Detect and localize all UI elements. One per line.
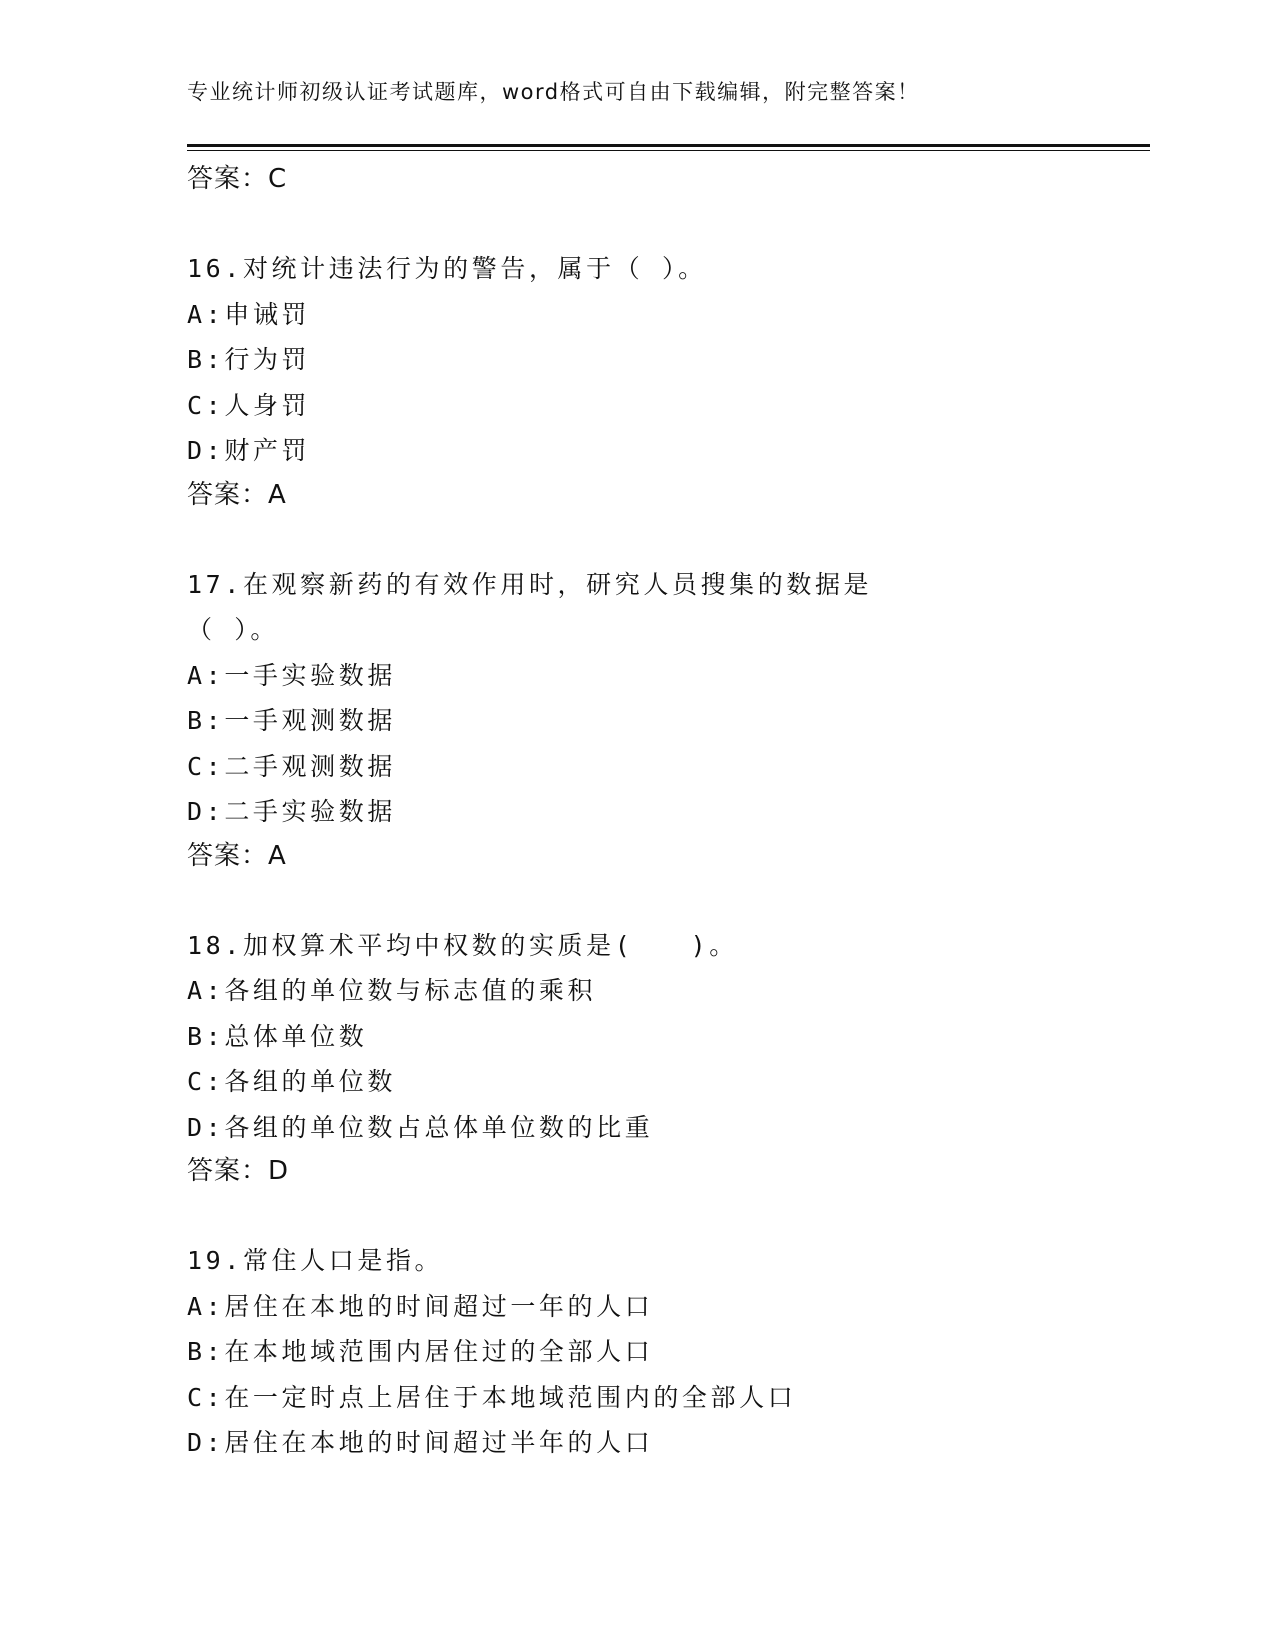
option-c <box>187 383 1117 429</box>
option-text: 各组的单位数占总体单位数的比重 <box>224 1112 654 1142</box>
option-letter: B: <box>187 345 225 374</box>
option-letter: C: <box>187 751 225 781</box>
option-letter: D: <box>187 436 225 465</box>
option-text: 各组的单位数与标志值的乘积 <box>224 976 597 1005</box>
option-d <box>187 1105 1117 1151</box>
option-letter: B: <box>187 1021 225 1051</box>
question-title: 19.常住人口是指。 <box>187 1246 444 1275</box>
option-text: 二手实验数据 <box>224 797 396 826</box>
option-text: 总体单位数 <box>224 1021 368 1051</box>
option-text: 各组的单位数 <box>224 1067 396 1096</box>
question-title: 16.对统计违法行为的警告，属于（ ）。 <box>187 254 707 283</box>
option-c <box>187 1059 1117 1105</box>
option-letter: C: <box>187 1067 225 1096</box>
question-17 <box>187 562 1117 877</box>
option-text: 人身罚 <box>224 390 311 420</box>
option-a <box>187 968 1117 1014</box>
answer-line: 答案：A <box>187 840 287 871</box>
question-title: 17.在观察新药的有效作用时，研究人员搜集的数据是（ ）。 <box>187 569 873 644</box>
option-text: 一手观测数据 <box>224 706 396 735</box>
document-body <box>187 158 1117 1466</box>
header-rule-thin <box>187 150 1150 151</box>
option-b <box>187 1329 1117 1375</box>
question-18 <box>187 923 1117 1193</box>
option-letter: C: <box>187 390 225 420</box>
option-d <box>187 428 1117 474</box>
question-title: 18.加权算术平均中权数的实质是( )。 <box>187 930 738 960</box>
option-text: 居住在本地的时间超过半年的人口 <box>224 1428 654 1457</box>
option-a <box>187 1284 1117 1330</box>
option-b <box>187 1014 1117 1060</box>
option-d <box>187 789 1117 835</box>
option-text: 在本地域范围内居住过的全部人口 <box>224 1337 654 1366</box>
option-b <box>187 698 1117 744</box>
option-text: 申诫罚 <box>224 299 311 329</box>
option-text: 财产罚 <box>224 436 311 465</box>
option-c <box>187 1375 1117 1421</box>
option-text: 二手观测数据 <box>224 751 396 781</box>
option-text: 在一定时点上居住于本地域范围内的全部人口 <box>224 1382 797 1412</box>
option-a <box>187 653 1117 699</box>
option-text: 一手实验数据 <box>224 660 396 690</box>
option-letter: A: <box>187 976 225 1005</box>
header-title: 专业统计师初级认证考试题库，word格式可自由下载编辑，附完整答案！ <box>187 80 920 104</box>
answer-line: 答案：A <box>187 479 287 510</box>
option-letter: A: <box>187 660 225 690</box>
option-d <box>187 1420 1117 1466</box>
option-letter: C: <box>187 1382 225 1412</box>
answer-line: 答案：D <box>187 1156 290 1186</box>
option-c <box>187 744 1117 790</box>
option-a <box>187 292 1117 338</box>
question-19 <box>187 1238 1117 1466</box>
question-16 <box>187 246 1117 516</box>
option-letter: D: <box>187 1428 225 1457</box>
option-text: 居住在本地的时间超过一年的人口 <box>224 1291 654 1321</box>
option-letter: D: <box>187 1112 225 1142</box>
answer-line: 答案：C <box>187 164 288 194</box>
header-rule-thick <box>187 144 1150 147</box>
option-text: 行为罚 <box>224 345 311 374</box>
option-letter: A: <box>187 299 225 329</box>
option-letter: A: <box>187 1291 225 1321</box>
option-letter: B: <box>187 706 225 735</box>
option-letter: B: <box>187 1337 225 1366</box>
option-b <box>187 337 1117 383</box>
option-letter: D: <box>187 797 225 826</box>
